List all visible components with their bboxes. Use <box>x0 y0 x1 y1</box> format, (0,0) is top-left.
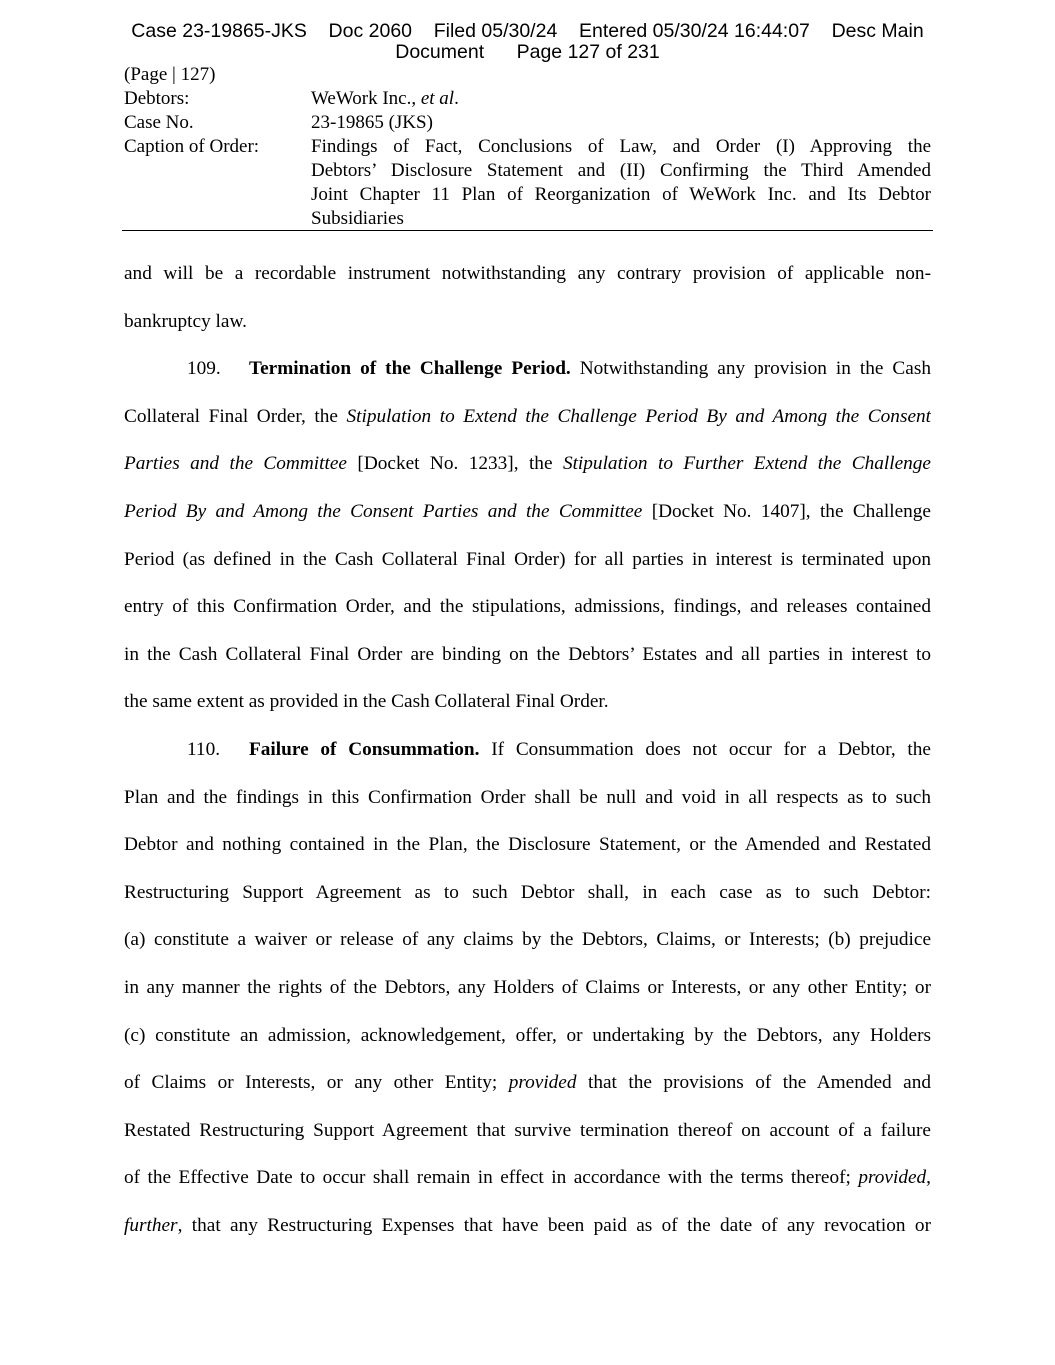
body-text: in the Cash Collateral Final Order are binding on the Debtors’ Estates and all parties in interest to <box>124 643 931 665</box>
text-line <box>124 726 931 774</box>
text-line <box>124 1154 931 1202</box>
text-line <box>124 774 931 822</box>
order-line: Debtors’ Disclosure Statement and (II) Confirming the Third Amended <box>311 160 931 181</box>
body-text: entry of this Confirmation Order, and the stipulations, admissions, findings, and releases contained <box>124 596 931 618</box>
body-text: in any manner the rights of the Debtors, any Holders of Claims or Interests, or any other Entity; or <box>124 976 931 998</box>
body-text: that the provisions of the Amended and <box>576 1072 931 1094</box>
body-text: of the Effective Date to occur shall remain in effect in accordance with the terms thereof; <box>124 1167 859 1189</box>
order-value <box>311 135 931 231</box>
body-text: If Consummation does not occur for a Debtor, the <box>479 738 931 760</box>
text-line <box>124 678 931 726</box>
body-text: Collateral Final Order, the <box>124 405 347 427</box>
text-line <box>124 1059 931 1107</box>
paragraph-heading: Failure of Consummation. <box>249 738 480 760</box>
italic-text: provided <box>508 1072 577 1094</box>
case-value: 23-19865 (JKS) <box>311 112 433 133</box>
italic-text: Period By and Among the Consent Parties and the Committee <box>124 500 643 522</box>
body-text: (c) constitute an admission, acknowledgement, offer, or undertaking by the Debtors, any Holders <box>124 1024 931 1046</box>
body-text: and will be a recordable instrument notwithstanding any contrary provision of applicable non- <box>124 263 931 284</box>
text-line <box>124 536 931 584</box>
paragraph-number: 109. <box>187 358 221 380</box>
debtors-period: . <box>454 88 459 109</box>
body-text: , <box>926 1167 931 1189</box>
body-text: [Docket No. 1407], the Challenge <box>642 500 931 522</box>
filing-header-line1: Case 23-19865-JKS Doc 2060 Filed 05/30/24 Entered 05/30/24 16:44:07 Desc Main <box>131 20 924 42</box>
text-line <box>124 440 931 488</box>
body-text: bankruptcy law. <box>124 310 247 332</box>
paragraph-number: 110. <box>187 738 221 760</box>
body-text: the same extent as provided in the Cash Collateral Final Order. <box>124 691 609 713</box>
text-line <box>124 631 931 679</box>
body-text: [Docket No. 1233], the <box>346 453 563 475</box>
paragraph-heading: Termination of the Challenge Period. <box>249 358 571 380</box>
italic-text: Parties and the Committee <box>124 453 347 475</box>
text-line <box>124 345 931 393</box>
italic-text: further <box>124 1214 178 1236</box>
debtors-value <box>311 87 931 111</box>
caption-divider <box>122 230 933 231</box>
order-line: Findings of Fact, Conclusions of Law, and Order (I) Approving the <box>311 136 931 157</box>
debtors-et-al: et al <box>420 88 455 109</box>
body-text: Plan and the findings in this Confirmation Order shall be null and void in all respects as to such <box>124 786 931 808</box>
caption-page: (Page | 127) <box>124 64 216 85</box>
filing-header-line2: Document Page 127 of 231 <box>395 41 660 63</box>
text-line <box>124 821 931 869</box>
body-text: Restated Restructuring Support Agreement that survive termination thereof on account of a failure <box>124 1119 931 1141</box>
body-text: (a) constitute a waiver or release of any claims by the Debtors, Claims, or Interests; (b) prejudice <box>124 929 931 951</box>
text-line <box>124 964 931 1012</box>
body-text: , that any Restructuring Expenses that have been paid as of the date of any revocation or <box>177 1214 931 1236</box>
italic-text: Stipulation to Further Extend the Challenge <box>562 453 931 475</box>
text-line <box>124 1012 931 1060</box>
caption-block <box>124 63 931 231</box>
document-body <box>124 250 931 1249</box>
text-line <box>124 393 931 441</box>
text-line <box>124 298 931 346</box>
text-line <box>124 583 931 631</box>
italic-text: Stipulation to Extend the Challenge Period By and Among the Consent <box>346 405 931 427</box>
order-line: Subsidiaries <box>311 208 404 229</box>
text-line <box>124 250 931 298</box>
body-text: Restructuring Support Agreement as to such Debtor shall, in each case as to such Debtor: <box>124 881 931 903</box>
italic-text: provided <box>858 1167 927 1189</box>
text-line <box>124 1202 931 1250</box>
order-line: Joint Chapter 11 Plan of Reorganization of WeWork Inc. and Its Debtor <box>311 184 931 205</box>
debtors-label: Debtors: <box>124 88 190 109</box>
case-label: Case No. <box>124 112 194 133</box>
body-text: Debtor and nothing contained in the Plan, the Disclosure Statement, or the Amended and Restated <box>124 834 931 856</box>
body-text: Period (as defined in the Cash Collateral Final Order) for all parties in interest is terminated upon <box>124 548 931 570</box>
text-line <box>124 488 931 536</box>
text-line <box>124 916 931 964</box>
debtors-name: WeWork Inc., <box>311 88 421 109</box>
text-line <box>124 1107 931 1155</box>
body-text: of Claims or Interests, or any other Entity; <box>124 1072 509 1094</box>
body-text: Notwithstanding any provision in the Cash <box>570 358 931 380</box>
text-line <box>124 869 931 917</box>
order-label: Caption of Order: <box>124 136 260 157</box>
